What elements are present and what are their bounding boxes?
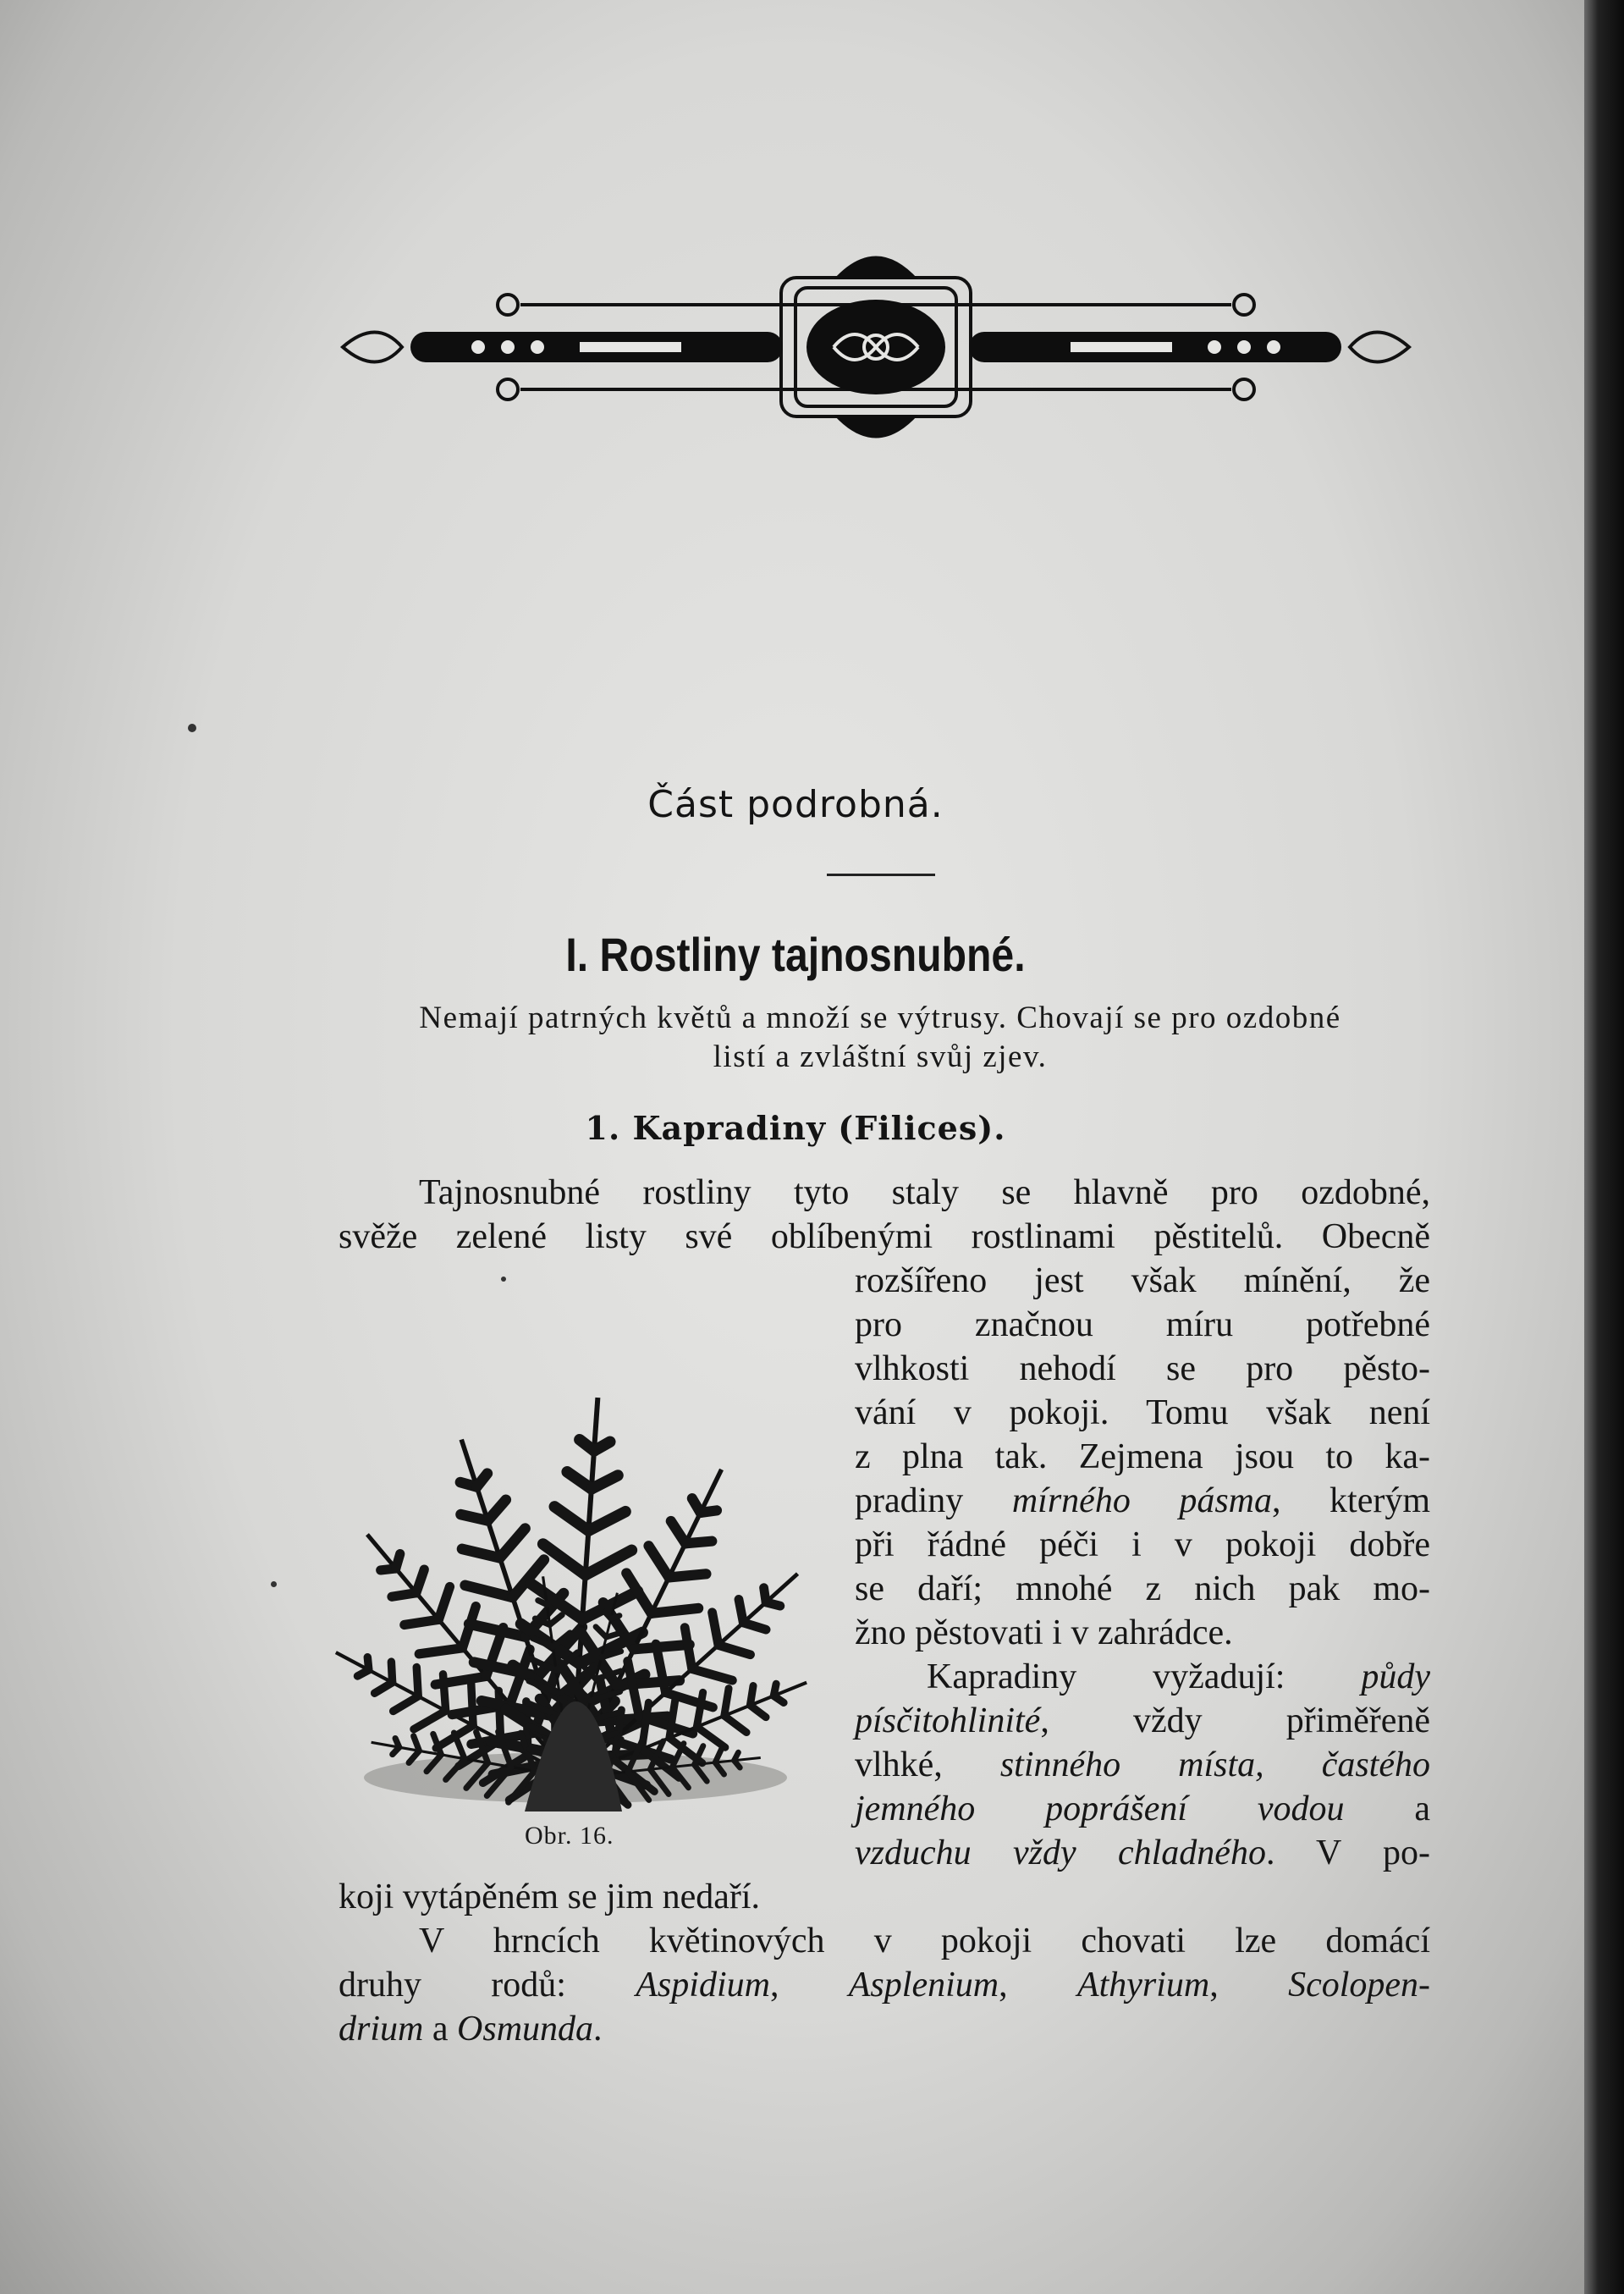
- body-line: koji vytápěném se jim nedaří.: [339, 1878, 761, 1916]
- body-line: jemného poprášení vodou a: [855, 1789, 1430, 1828]
- page-edge-shadow: [1584, 0, 1624, 2294]
- body-line: svěže zelené listy své oblíbenými rostlinami pěstitelů. Obecně: [339, 1217, 1430, 1256]
- part-title: Část podrobná.: [647, 783, 944, 826]
- body-line: vlhké, stinného místa, častého: [855, 1745, 1430, 1784]
- body-line: žno pěstovati i v zahrádce.: [855, 1613, 1233, 1652]
- body-line: vání v pokoji. Tomu však není: [855, 1393, 1430, 1432]
- subsection-title: 1. Kapradiny (Filices).: [585, 1109, 1006, 1147]
- body-line: drium a Osmunda.: [339, 2010, 603, 2049]
- body-line: vlhkosti nehodí se pro pěsto-: [855, 1349, 1430, 1388]
- body-line: V hrncích květinových v pokoji chovati lze domácí: [419, 1922, 1430, 1960]
- figure-caption: Obr. 16.: [525, 1822, 614, 1850]
- body-line: písčitohlinité, vždy přiměřeně: [855, 1701, 1430, 1740]
- body-line: vzduchu vždy chladného. V po-: [855, 1834, 1430, 1872]
- section-intro-line-2: listí a zvláštní svůj zjev.: [713, 1039, 1048, 1074]
- fern-illustration: [334, 1304, 817, 1811]
- page-speck: [501, 1277, 506, 1282]
- body-line: se daří; mnohé z nich pak mo-: [855, 1569, 1430, 1608]
- page-speck: [188, 724, 196, 732]
- body-line: z plna tak. Zejmena jsou to ka-: [855, 1437, 1430, 1476]
- body-line: rozšířeno jest však mínění, že: [855, 1261, 1430, 1300]
- body-line: pro značnou míru potřebné: [855, 1305, 1430, 1344]
- section-intro: [334, 999, 1426, 1077]
- body-line: Kapradiny vyžadují: půdy: [927, 1657, 1430, 1696]
- body-line: pradiny mírného pásma, kterým: [855, 1481, 1431, 1520]
- body-line: Tajnosnubné rostliny tyto staly se hlavně pro ozdobné,: [419, 1173, 1430, 1212]
- body-line: druhy rodů: Aspidium, Asplenium, Athyrium, Scolopen-: [339, 1966, 1431, 2004]
- body-line: při řádné péči i v pokoji dobře: [855, 1525, 1430, 1564]
- section-title: I. Rostliny tajnosnubné.: [565, 928, 1026, 981]
- page-speck: [271, 1581, 277, 1587]
- section-intro-line-1: Nemají patrných květů a množí se výtrusy. Chovají se pro ozdobné: [419, 1001, 1341, 1035]
- title-divider: [827, 874, 935, 876]
- header-ornament: [326, 237, 1426, 457]
